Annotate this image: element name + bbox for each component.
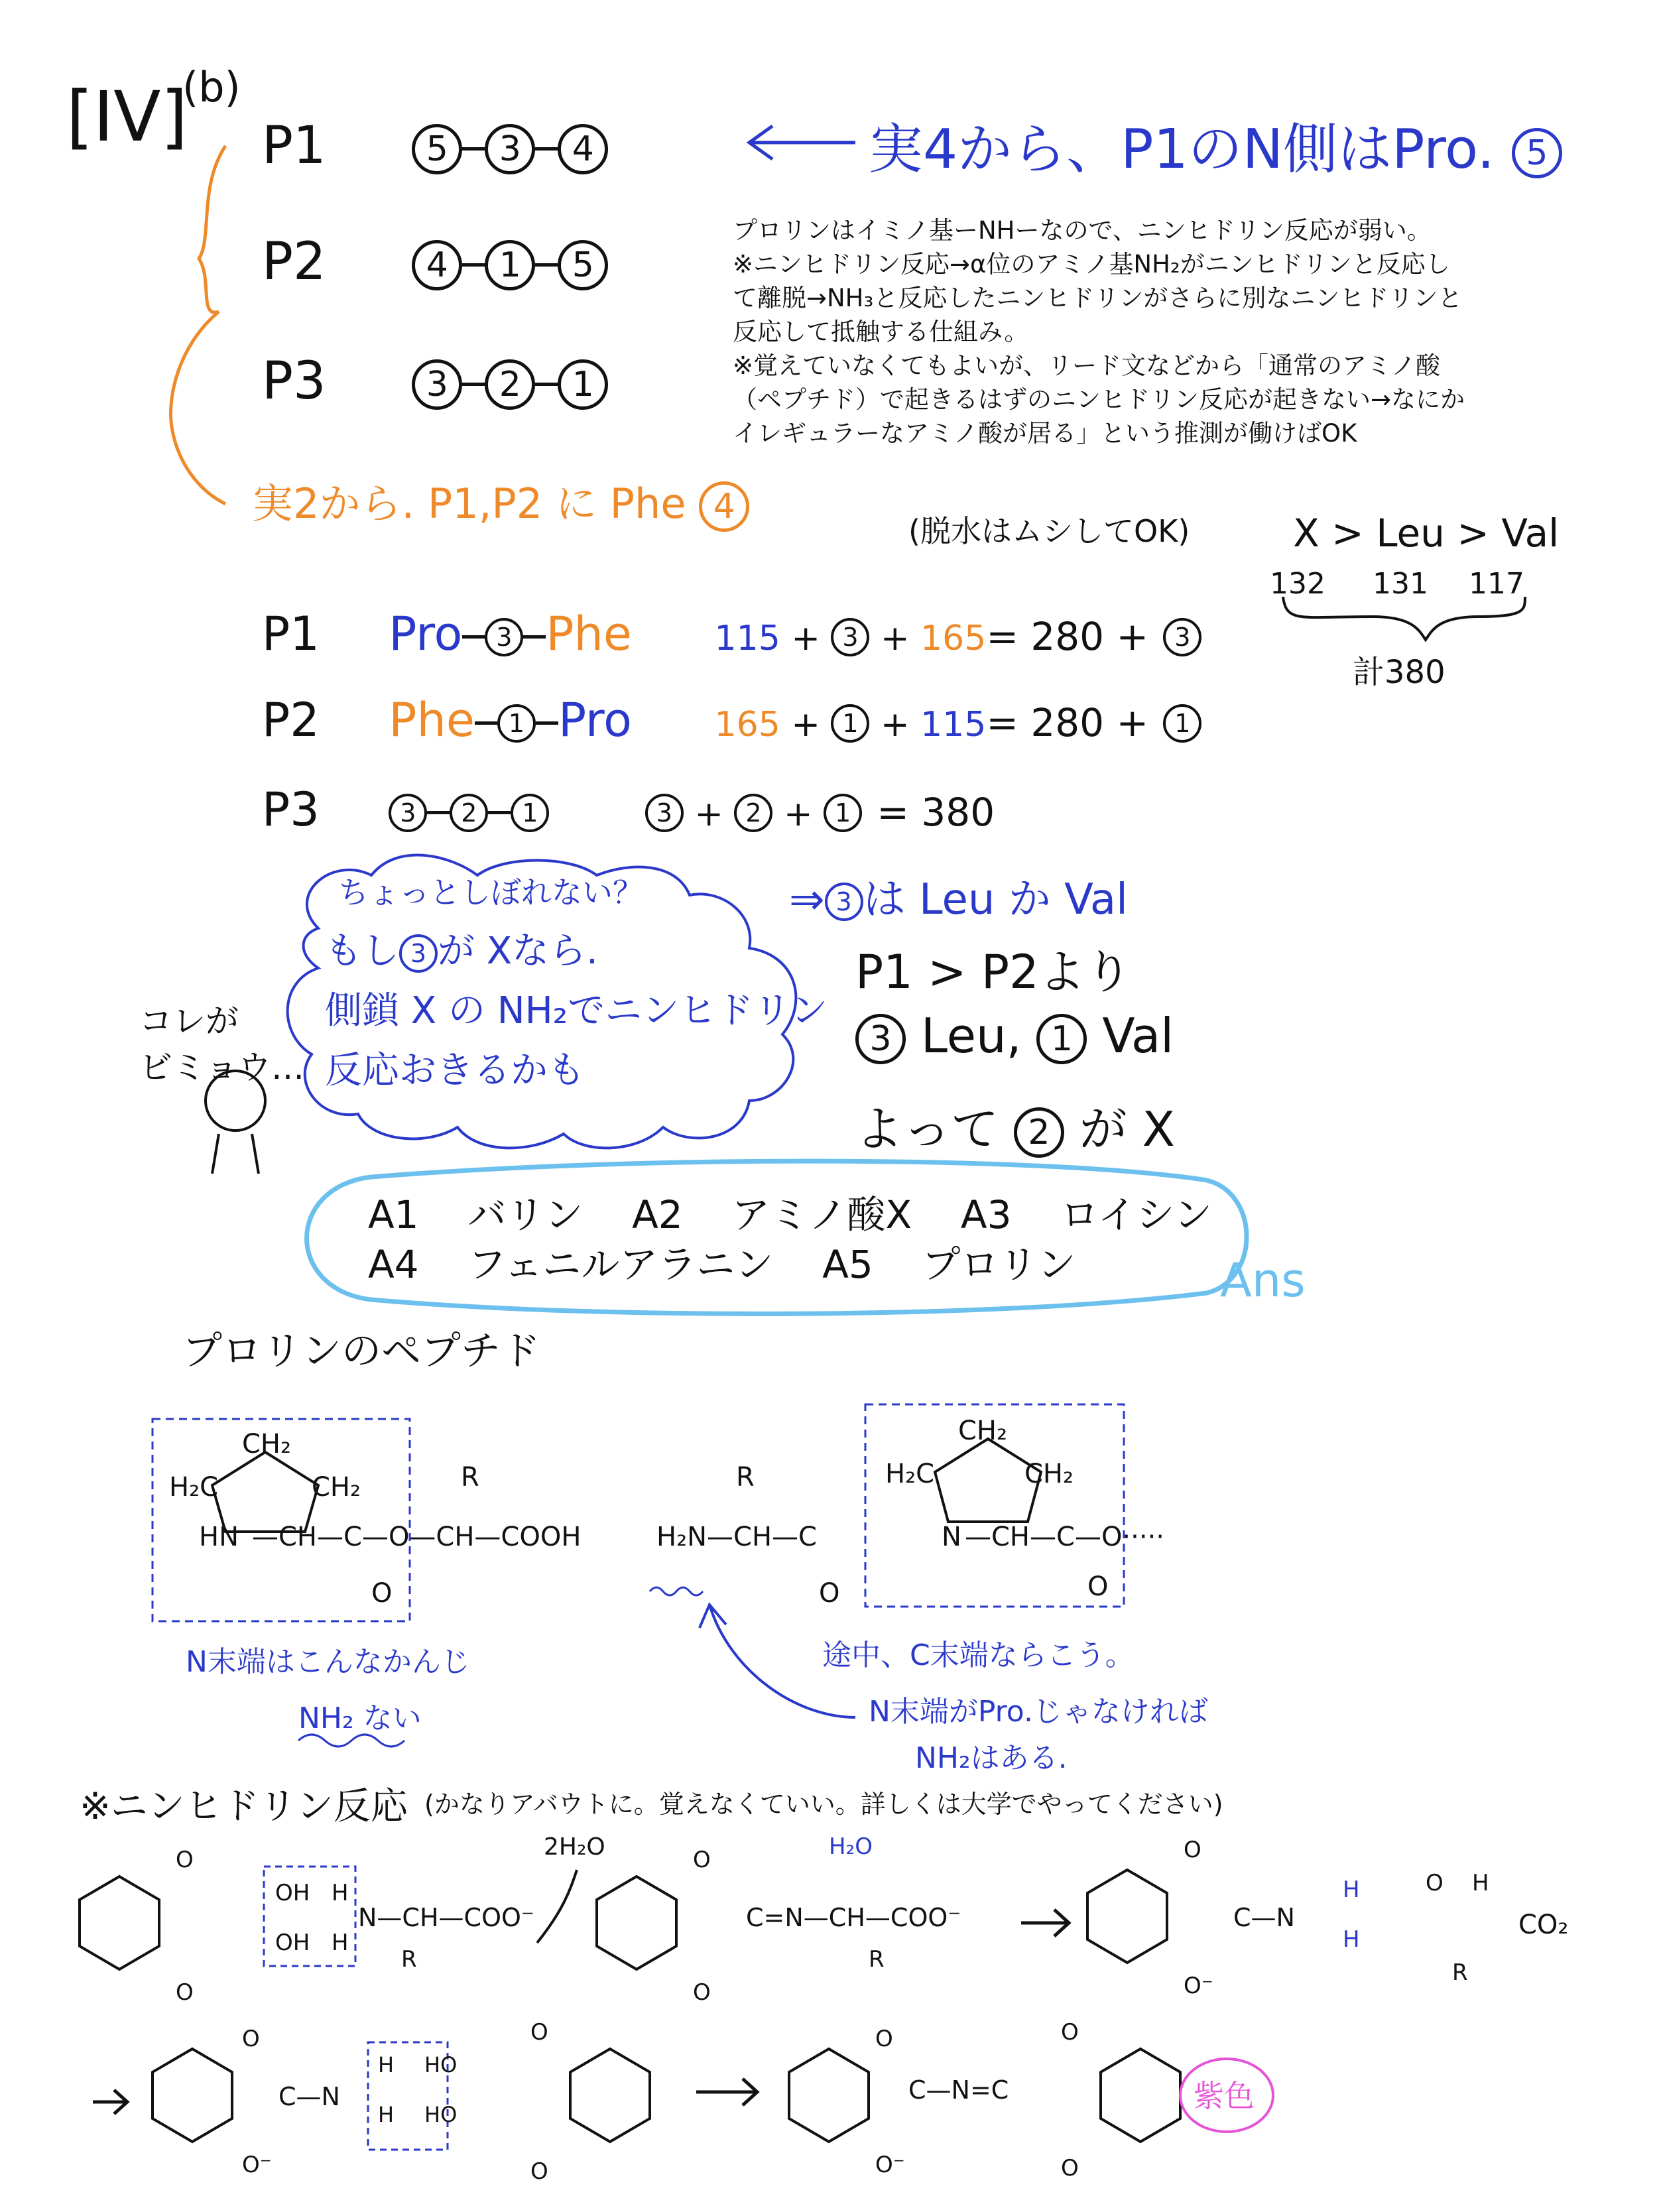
chem-o: O [530, 2019, 548, 2046]
benzene-6 [789, 2049, 869, 2142]
benzene-7 [1101, 2049, 1180, 2142]
chem-frag-1: N—CH—COO⁻ [358, 1903, 534, 1932]
answer-value: プロリン [922, 1242, 1076, 1287]
circle-num: 1 [1163, 704, 1201, 743]
calc-label: P2 [262, 693, 320, 747]
chem-h: H [1343, 1926, 1360, 1953]
benzene-5 [570, 2049, 650, 2142]
answer-row-1 [368, 1184, 1212, 1239]
answer-value: バリン [467, 1192, 584, 1237]
wavy-underline-1 [650, 1587, 703, 1595]
chem-o: O [530, 2158, 548, 2185]
chem-h2n: H₂N—CH—C [656, 1522, 817, 1552]
chem-o: O [176, 1847, 194, 1873]
chem-h: H [332, 1930, 349, 1956]
circle-num: 1 [831, 704, 869, 743]
chain-row-p1 [262, 116, 608, 176]
deduction-text: Val [1102, 1008, 1174, 1064]
circle-num: 1 [1036, 1014, 1087, 1064]
chem-o: O [693, 1847, 711, 1873]
circle-num: 4 [558, 124, 608, 174]
deduction-text: Leu, [920, 1008, 1022, 1064]
circle-num: 3 [825, 883, 863, 921]
exp4-note-text: 実4から、P1のN側はPro. [869, 118, 1495, 181]
chem-o: O [1061, 2155, 1079, 2181]
circle-num: 5 [412, 124, 462, 174]
chem-frag-3: C—N [1233, 1903, 1295, 1932]
circle-num: 3 [399, 934, 438, 973]
cloud-text: が Xなら. [438, 930, 598, 973]
benzene-1 [80, 1876, 159, 1969]
answer-key: A2 [632, 1192, 683, 1237]
chem-ho: HO [424, 2052, 458, 2077]
chem-h: H [332, 1880, 349, 1906]
chem-r: R [869, 1946, 885, 1973]
chain-row-p3 [262, 351, 608, 411]
eq-result: = 280 + [986, 614, 1149, 659]
circle-num: 2 [485, 359, 535, 410]
chem-h: H [1343, 1876, 1360, 1903]
eq-result: = 280 + [986, 700, 1149, 745]
section-label: [IV] [66, 76, 188, 157]
mass-total: 計380 [1353, 654, 1445, 691]
proline-ring-left [212, 1452, 318, 1532]
chem-o: O [176, 1979, 194, 2006]
color-label: 紫色 [1194, 2078, 1255, 2114]
eq-term: 115 [714, 619, 780, 658]
circle-num: 1 [497, 704, 536, 743]
answer-key: A3 [960, 1192, 1012, 1237]
exp2-note [252, 471, 749, 532]
chem-r: R [736, 1462, 755, 1493]
calc-label: P3 [262, 782, 320, 837]
answer-tag: Ans [1220, 1253, 1306, 1308]
benzene-3 [1087, 1870, 1167, 1963]
deduction-text: が X [1079, 1101, 1176, 1157]
answer-key: A5 [822, 1242, 873, 1287]
calc-term: Phe [546, 607, 632, 661]
chem-oh: OH [275, 1880, 310, 1906]
chem-oh: OH [275, 1930, 310, 1956]
circle-num: 3 [412, 359, 462, 410]
chem-o: O [1061, 2019, 1079, 2046]
deduction-line-3 [855, 1008, 1174, 1064]
exp2-note-text: 実2から. P1,P2 に Phe [252, 479, 686, 528]
left-sub: NH₂ ない [298, 1701, 422, 1735]
part-label: (b) [182, 63, 241, 111]
answer-value: フェニルアラニン [467, 1242, 774, 1287]
side-comment-2: ビミョウ… [139, 1048, 304, 1087]
circle-num: 1 [558, 359, 608, 410]
circle-num: 3 [485, 618, 523, 656]
answer-key: A1 [368, 1192, 419, 1237]
chem-om: O⁻ [875, 2152, 905, 2178]
calc-term: Pro [389, 607, 463, 661]
circle-num: 3 [831, 618, 869, 656]
chem-o: O [1184, 1837, 1201, 1863]
deduction-text: は Leu か Val [863, 875, 1128, 924]
chem-frag-5: C—N=C [908, 2075, 1009, 2105]
circle-num: 2 [1014, 1107, 1064, 1158]
side-comment-1: コレが [139, 1002, 239, 1040]
chem-o: O [1426, 1870, 1444, 1896]
circle-num: 2 [734, 794, 772, 832]
chem-n: N [942, 1522, 961, 1552]
cloud-line-4: 反応おきるかも [325, 1049, 585, 1092]
chem-right-chain: —CH—C—O····· [965, 1522, 1164, 1552]
calc-term: Phe [389, 693, 475, 747]
calc-label: P1 [262, 607, 320, 661]
left-caption: N末端はこんなかんじ [186, 1645, 470, 1679]
orange-bracket [171, 146, 225, 504]
chem-r: R [461, 1462, 479, 1493]
calc-row-p3: P3 3 2 1 3 + 2 + 1 = 380 [262, 782, 995, 837]
brace [1283, 597, 1525, 640]
answer-row-2 [368, 1233, 1076, 1289]
ninhydrin-title: ※ニンヒドリン反応 [80, 1785, 408, 1828]
chem-o: O [693, 1979, 711, 2006]
circle-num: 4 [412, 240, 462, 290]
answer-value: ロイシン [1060, 1192, 1213, 1237]
chem-r: R [401, 1946, 417, 1973]
calc-row-p1: P1 Pro 3 Phe 115 + 3 + 165= 280 + 3 [262, 607, 1201, 661]
mass-value: 132 [1270, 567, 1325, 601]
deduction-text: よって [855, 1101, 999, 1157]
deduction-line-4 [855, 1091, 1175, 1160]
chem-frag-4: C—N [278, 2082, 340, 2111]
chem-ch2-top: CH₂ [958, 1416, 1008, 1446]
right-caption: 途中、C末端ならこう。 [822, 1638, 1135, 1672]
benzene-4 [153, 2049, 232, 2142]
chain-label: P2 [262, 232, 326, 292]
chain-label: P1 [262, 116, 326, 176]
chem-o: O [242, 2026, 260, 2052]
circle-num: 3 [485, 124, 535, 174]
deduction-line-2: P1 > P2より [855, 945, 1132, 999]
exp4-note [869, 106, 1562, 184]
circle-num: 5 [558, 240, 608, 290]
water-in: H₂O [829, 1833, 873, 1860]
chem-hn: HN [199, 1522, 239, 1552]
eq-term: 165 [920, 619, 987, 658]
answer-key: A4 [368, 1242, 419, 1287]
chem-o: O [819, 1578, 840, 1609]
chem-om: O⁻ [242, 2152, 272, 2178]
circle-num: 3 [855, 1014, 906, 1064]
circle-num: 3 [1163, 618, 1201, 656]
benzene-2 [597, 1876, 676, 1969]
mass-value: 131 [1373, 567, 1428, 601]
mass-compare-line: X > Leu > Val [1293, 511, 1560, 556]
circle-num: 2 [450, 794, 488, 832]
circle-num: 1 [511, 794, 549, 832]
ninhydrin-subtitle: (かなりアバウトに。覚えなくていい。詳しくは大学でやってください) [424, 1790, 1223, 1819]
chem-ch2-r: CH₂ [1024, 1459, 1074, 1489]
circle-num: 5 [1512, 128, 1562, 178]
eq-term: 115 [920, 705, 987, 745]
circle-num: 1 [824, 794, 862, 832]
chem-h2c: H₂C [885, 1459, 935, 1489]
peptide-title: プロリンのペプチド [182, 1328, 540, 1375]
circle-num: 3 [645, 794, 684, 832]
chain-row-p2 [262, 232, 608, 292]
chem-h2c: H₂C [169, 1472, 219, 1503]
eq-result: = 380 [877, 790, 995, 835]
proline-note: プロリンはイミノ基ーNHーなので、ニンヒドリン反応が弱い。 ※ニンヒドリン反応→α位のアミノ基NH₂がニンヒドリンと反応し て離脱→NH₃と反応したニンヒドリンがさらに別なニンヒドリンと 反応して抵触する仕組み。 ※覚えていなくてもよいが、リード文などから「通常のアミノ酸 （ペプチド）で起きるはずのニンヒドリン反応が起きない→なにか イレギュラーなアミノ酸が居る」という推測が働けばOK [733, 216, 1465, 448]
right-sub-1: N末端がPro.じゃなければ [869, 1695, 1208, 1729]
chem-co2: CO₂ [1518, 1910, 1569, 1940]
circle-num: 3 [389, 794, 427, 832]
chem-r: R [1452, 1959, 1468, 1986]
chem-h: H [378, 2052, 395, 2077]
cloud-line-3: 側鎖 X の NH₂でニンヒドリン [325, 989, 828, 1032]
mass-value: 117 [1469, 567, 1524, 601]
deduction-text: ⇒ [789, 875, 825, 924]
arrow-1 [537, 1870, 577, 1943]
cloud-text: もし [325, 930, 399, 973]
cloud-line-2 [325, 922, 598, 975]
circle-num: 4 [699, 481, 749, 532]
answer-value: アミノ酸X [731, 1192, 912, 1237]
deduction-line-1 [789, 865, 1128, 926]
calc-term: Pro [558, 693, 632, 747]
calc-row-p2: P2 Phe 1 Pro 165 + 1 + 115= 280 + 1 [262, 693, 1201, 747]
chem-left-chain: —CH—C—O—CH—COOH [252, 1522, 582, 1552]
chem-o: O [875, 2026, 893, 2052]
dehydration-note: (脱水はムシしてOK) [908, 513, 1190, 549]
water-out: 2H₂O [544, 1833, 605, 1861]
chem-om: O⁻ [1184, 1973, 1213, 1999]
right-sub-2: NH₂はある. [915, 1741, 1068, 1775]
chem-ch2-r: CH₂ [312, 1472, 361, 1503]
chem-o: O [371, 1578, 393, 1609]
circle-num: 1 [485, 240, 535, 290]
eq-term: 165 [714, 705, 780, 745]
chem-h: H [1472, 1870, 1489, 1896]
chem-o: O [1087, 1571, 1109, 1602]
chem-frag-2: C=N—CH—COO⁻ [746, 1903, 961, 1932]
chem-ch2-top: CH₂ [242, 1429, 292, 1459]
cloud-line-1: ちょっとしぼれない？ [338, 875, 643, 910]
chem-ho: HO [424, 2102, 458, 2127]
chem-h: H [378, 2102, 395, 2127]
chain-label: P3 [262, 351, 326, 411]
